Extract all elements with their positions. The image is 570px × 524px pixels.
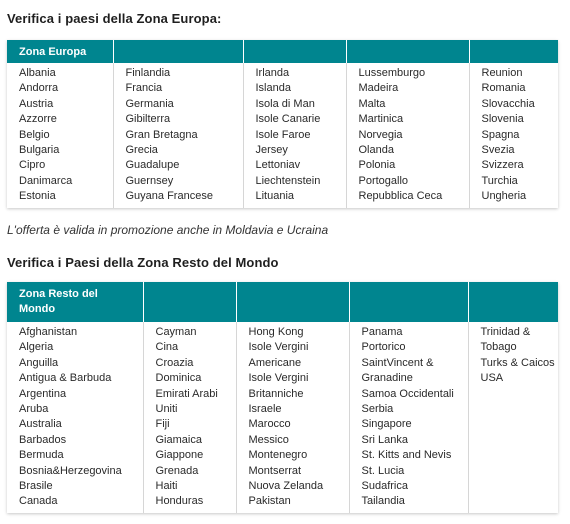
world-header-row bbox=[7, 282, 558, 322]
country-item: Gran Bretagna bbox=[125, 128, 198, 141]
country-item: Isole Canarie bbox=[255, 113, 321, 126]
europe-column bbox=[469, 63, 558, 208]
country-item: Albania bbox=[19, 67, 56, 79]
country-item: Tailandia bbox=[361, 495, 405, 508]
country-item: Isola di Man bbox=[255, 97, 315, 110]
country-item: Croazia bbox=[155, 356, 194, 369]
europe-header-empty bbox=[346, 40, 469, 63]
country-item: SaintVincent & Granadine bbox=[361, 356, 434, 385]
europe-column bbox=[243, 63, 346, 208]
world-column bbox=[7, 322, 143, 513]
europe-column bbox=[113, 63, 243, 208]
country-item: Guyana Francese bbox=[125, 190, 213, 203]
country-item: Lettoniav bbox=[255, 159, 301, 172]
country-item: Fiji bbox=[155, 418, 170, 431]
country-item: St. Kitts and Nevis bbox=[361, 449, 452, 462]
europe-body-row bbox=[7, 63, 558, 208]
country-item: Lussemburgo bbox=[358, 67, 426, 79]
country-item: Guernsey bbox=[125, 174, 174, 187]
country-item: Pakistan bbox=[248, 495, 291, 508]
country-item: Samoa Occidentali bbox=[361, 387, 454, 400]
world-body-row bbox=[7, 322, 558, 513]
country-item: Jersey bbox=[255, 144, 288, 157]
country-item: Marocco bbox=[248, 418, 291, 431]
country-item: Finlandia bbox=[125, 67, 171, 79]
world-column bbox=[143, 322, 236, 513]
country-item: Panama bbox=[361, 326, 403, 338]
europe-header-empty bbox=[469, 40, 558, 63]
country-item: Portorico bbox=[361, 341, 406, 354]
country-item: Andorra bbox=[19, 82, 59, 95]
country-item: Australia bbox=[19, 418, 62, 431]
country-item: Danimarca bbox=[19, 174, 73, 187]
country-item: Belgio bbox=[19, 128, 50, 141]
country-item: Serbia bbox=[361, 403, 394, 416]
europe-column bbox=[346, 63, 469, 208]
country-item: Canada bbox=[19, 495, 58, 508]
country-item: Estonia bbox=[19, 190, 56, 203]
country-item: Martinica bbox=[358, 113, 404, 126]
country-item: Grenada bbox=[155, 464, 199, 477]
world-header-empty bbox=[468, 282, 558, 322]
country-item: Turchia bbox=[481, 174, 518, 187]
country-item: Cina bbox=[155, 341, 179, 354]
country-item: Barbados bbox=[19, 433, 67, 446]
country-item: Reunion bbox=[481, 67, 523, 79]
country-item: Malta bbox=[358, 97, 386, 110]
country-item: Francia bbox=[125, 82, 163, 95]
country-item: Svizzera bbox=[481, 159, 524, 172]
europe-heading: Verifica i paesi della Zona Europa: bbox=[7, 11, 222, 26]
country-item: Svezia bbox=[481, 144, 515, 157]
country-item: Grecia bbox=[125, 144, 158, 157]
country-item: Afghanistan bbox=[19, 326, 78, 338]
country-item: Austria bbox=[19, 97, 54, 110]
country-item: Giamaica bbox=[155, 433, 202, 446]
country-item: Isole Faroe bbox=[255, 128, 311, 141]
country-item: Gibilterra bbox=[125, 113, 171, 126]
country-item: Liechtenstein bbox=[255, 174, 321, 187]
country-item: Germania bbox=[125, 97, 174, 110]
world-header-empty bbox=[143, 282, 236, 322]
country-item: Honduras bbox=[155, 495, 204, 508]
world-column bbox=[349, 322, 468, 513]
country-item: Aruba bbox=[19, 403, 49, 416]
country-item: Islanda bbox=[255, 82, 291, 95]
country-item: Brasile bbox=[19, 480, 53, 493]
world-heading: Verifica i Paesi della Zona Resto del Mondo bbox=[7, 255, 279, 270]
country-item: Slovacchia bbox=[481, 97, 535, 110]
country-item: Argentina bbox=[19, 387, 67, 400]
europe-header: Zona Europa bbox=[7, 40, 113, 63]
country-item: Slovenia bbox=[481, 113, 524, 126]
promo-note: L'offerta è valida in promozione anche in Moldavia e Ucraina bbox=[7, 223, 329, 237]
country-item: Lituania bbox=[255, 190, 295, 203]
country-item: Haiti bbox=[155, 480, 178, 493]
country-item: Repubblica Ceca bbox=[358, 190, 443, 203]
country-item: Azzorre bbox=[19, 113, 57, 126]
country-item: Nuova Zelanda bbox=[248, 480, 324, 493]
world-header: Zona Resto del Mondo bbox=[7, 282, 143, 322]
country-item: Sri Lanka bbox=[361, 433, 408, 446]
country-item: Singapore bbox=[361, 418, 412, 431]
country-item: Guadalupe bbox=[125, 159, 180, 172]
country-item: Messico bbox=[248, 433, 289, 446]
world-header-empty bbox=[349, 282, 468, 322]
world-column bbox=[236, 322, 349, 513]
country-item: Algeria bbox=[19, 341, 54, 354]
europe-column bbox=[7, 63, 113, 208]
country-item: Turks & Caicos bbox=[480, 356, 555, 369]
country-item: Israele bbox=[248, 403, 282, 416]
country-item: Anguilla bbox=[19, 356, 59, 369]
country-item: Polonia bbox=[358, 159, 396, 172]
country-item: Antigua & Barbuda bbox=[19, 372, 112, 385]
country-item: Isole Vergini Americane bbox=[248, 341, 309, 369]
country-item: St. Lucia bbox=[361, 464, 405, 477]
country-item: Sudafrica bbox=[361, 480, 408, 493]
country-item: Bulgaria bbox=[19, 144, 60, 157]
country-item: USA bbox=[480, 372, 504, 385]
country-item: Madeira bbox=[358, 82, 399, 95]
country-item: Portogallo bbox=[358, 174, 409, 187]
europe-header-empty bbox=[113, 40, 243, 63]
world-column bbox=[468, 322, 558, 513]
country-item: Bosnia&Herzegovina bbox=[19, 464, 122, 477]
country-item: Romania bbox=[481, 82, 526, 95]
country-item: Norvegia bbox=[358, 128, 403, 141]
country-item: Trinidad & Tobago bbox=[480, 326, 531, 354]
europe-header-row bbox=[7, 40, 558, 63]
country-item: Cayman bbox=[155, 326, 197, 338]
country-item: Isole Vergini Britanniche bbox=[248, 372, 309, 400]
country-item: Giappone bbox=[155, 449, 204, 462]
country-item: Spagna bbox=[481, 128, 520, 141]
world-table bbox=[7, 282, 558, 513]
country-item: Olanda bbox=[358, 144, 394, 157]
country-item: Irlanda bbox=[255, 67, 290, 79]
europe-header-empty bbox=[243, 40, 346, 63]
europe-table bbox=[7, 40, 558, 208]
country-item: Montenegro bbox=[248, 449, 308, 462]
country-item: Emirati Arabi Uniti bbox=[155, 387, 218, 416]
country-item: Ungheria bbox=[481, 190, 527, 203]
world-header-empty bbox=[236, 282, 349, 322]
country-item: Dominica bbox=[155, 372, 202, 385]
country-item: Bermuda bbox=[19, 449, 64, 462]
country-item: Cipro bbox=[19, 159, 46, 172]
country-item: Hong Kong bbox=[248, 326, 304, 338]
country-item: Montserrat bbox=[248, 464, 302, 477]
